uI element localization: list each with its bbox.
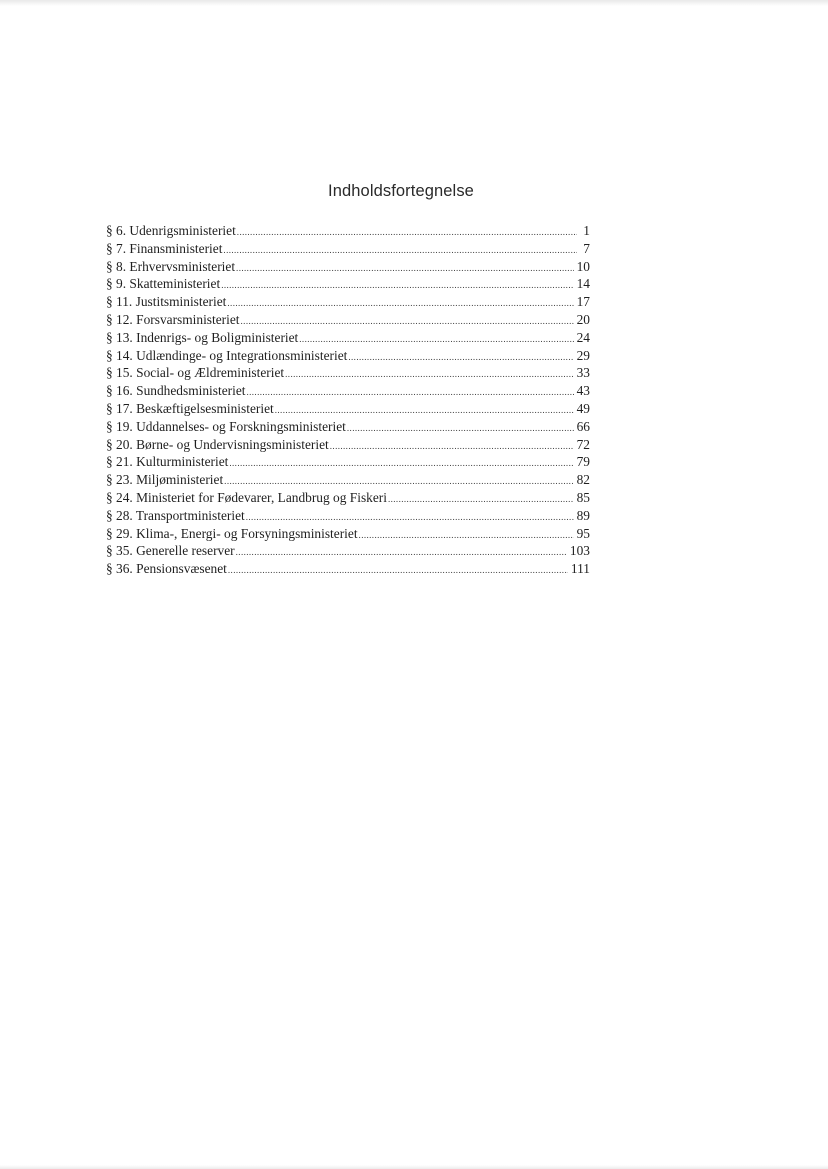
- dot-leader: [299, 335, 573, 344]
- toc-entry-page: 89: [576, 507, 590, 523]
- toc-entry: [106, 453, 590, 471]
- toc-entry-label: § 14. Udlændinge- og Integrationsministeriet: [106, 347, 348, 363]
- toc-entry-label: § 23. Miljøministeriet: [106, 472, 224, 488]
- toc-entry: [106, 329, 590, 347]
- toc-entry: [106, 275, 590, 293]
- toc-entry-page: 17: [576, 294, 590, 310]
- toc-entry-page: 95: [576, 525, 590, 541]
- toc-entry: [106, 240, 590, 258]
- dot-leader: [246, 513, 574, 522]
- toc-entry-page: 49: [576, 400, 590, 416]
- toc-entry-page: 82: [576, 472, 590, 488]
- toc-entry-page: 10: [576, 258, 590, 274]
- dot-leader: [330, 442, 574, 451]
- toc-entry-page: 43: [576, 383, 590, 399]
- toc-entry: [106, 542, 590, 560]
- dot-leader: [275, 406, 574, 415]
- toc-entry: [106, 258, 590, 276]
- toc-entry-page: 1: [583, 223, 590, 238]
- toc-entry-page: 103: [569, 543, 590, 559]
- toc-entry: [106, 293, 590, 311]
- toc-entry-page: 20: [576, 311, 590, 327]
- toc-entry-page: 72: [576, 436, 590, 452]
- toc-entry: [106, 382, 590, 400]
- toc-entry: [106, 311, 590, 329]
- dot-leader: [228, 566, 568, 575]
- scan-edge-top: [0, 0, 828, 6]
- dot-leader: [227, 299, 573, 308]
- toc-entry-label: § 7. Finansministeriet: [106, 240, 223, 256]
- toc-entry: [106, 400, 590, 418]
- dot-leader: [241, 317, 574, 326]
- toc-entry-label: § 6. Udenrigsministeriet: [106, 223, 236, 238]
- toc-entry-label: § 11. Justitsministeriet: [106, 294, 227, 310]
- toc-entry: [106, 560, 590, 578]
- dot-leader: [236, 264, 574, 273]
- toc-entry-page: 79: [576, 454, 590, 470]
- toc-entry-page: 29: [576, 347, 590, 363]
- toc-entry-label: § 35. Generelle reserver: [106, 543, 235, 559]
- dot-leader: [348, 353, 573, 362]
- toc-entry-page: 33: [576, 365, 590, 381]
- toc-entry-label: § 12. Forsvarsministeriet: [106, 311, 240, 327]
- toc-entry-label: § 20. Børne- og Undervisningsministeriet: [106, 436, 329, 452]
- page-title: Indholdsfortegnelse: [328, 182, 474, 200]
- dot-leader: [285, 370, 573, 379]
- toc-entry: [106, 418, 590, 436]
- dot-leader: [347, 424, 574, 433]
- toc-entry-label: § 19. Uddannelses- og Forskningsministeriet: [106, 418, 346, 434]
- dot-leader: [237, 228, 577, 237]
- toc-entry-label: § 16. Sundhedsministeriet: [106, 383, 246, 399]
- toc-entry-page: 85: [576, 489, 590, 505]
- dot-leader: [224, 477, 573, 486]
- toc-entry-label: § 15. Social- og Ældreministeriet: [106, 365, 285, 381]
- toc-entry-page: 111: [570, 561, 590, 577]
- toc-entry: [106, 471, 590, 489]
- toc-entry: [106, 364, 590, 382]
- toc-entry-label: § 24. Ministeriet for Fødevarer, Landbrug og Fiskeri: [106, 489, 387, 505]
- toc-entry: [106, 222, 590, 240]
- dot-leader: [359, 531, 574, 540]
- toc-entry-page: 7: [583, 240, 590, 256]
- toc-entry-page: 14: [576, 276, 590, 292]
- toc-entry-label: § 28. Transportministeriet: [106, 507, 245, 523]
- toc-entry-page: 24: [576, 329, 590, 345]
- toc-entry: [106, 347, 590, 365]
- dot-leader: [236, 548, 567, 557]
- table-of-contents: [106, 222, 590, 578]
- toc-entry: [106, 507, 590, 525]
- toc-entry-label: § 21. Kulturministeriet: [106, 454, 229, 470]
- dot-leader: [223, 246, 577, 255]
- toc-entry-label: § 29. Klima-, Energi- og Forsyningsministeriet: [106, 525, 358, 541]
- dot-leader: [229, 459, 573, 468]
- toc-entry: [106, 489, 590, 507]
- dot-leader: [221, 281, 573, 290]
- toc-entry-label: § 8. Erhvervsministeriet: [106, 258, 236, 274]
- dot-leader: [388, 495, 574, 504]
- toc-entry-label: § 17. Beskæftigelsesministeriet: [106, 400, 274, 416]
- toc-entry-label: § 9. Skatteministeriet: [106, 276, 221, 292]
- toc-entry-label: § 13. Indenrigs- og Boligministeriet: [106, 329, 299, 345]
- toc-entry-page: 66: [576, 418, 590, 434]
- toc-entry-label: § 36. Pensionsvæsenet: [106, 561, 227, 577]
- dot-leader: [246, 388, 573, 397]
- scan-edge-bottom: [0, 1165, 828, 1169]
- toc-entry: [106, 525, 590, 543]
- toc-entry: [106, 436, 590, 454]
